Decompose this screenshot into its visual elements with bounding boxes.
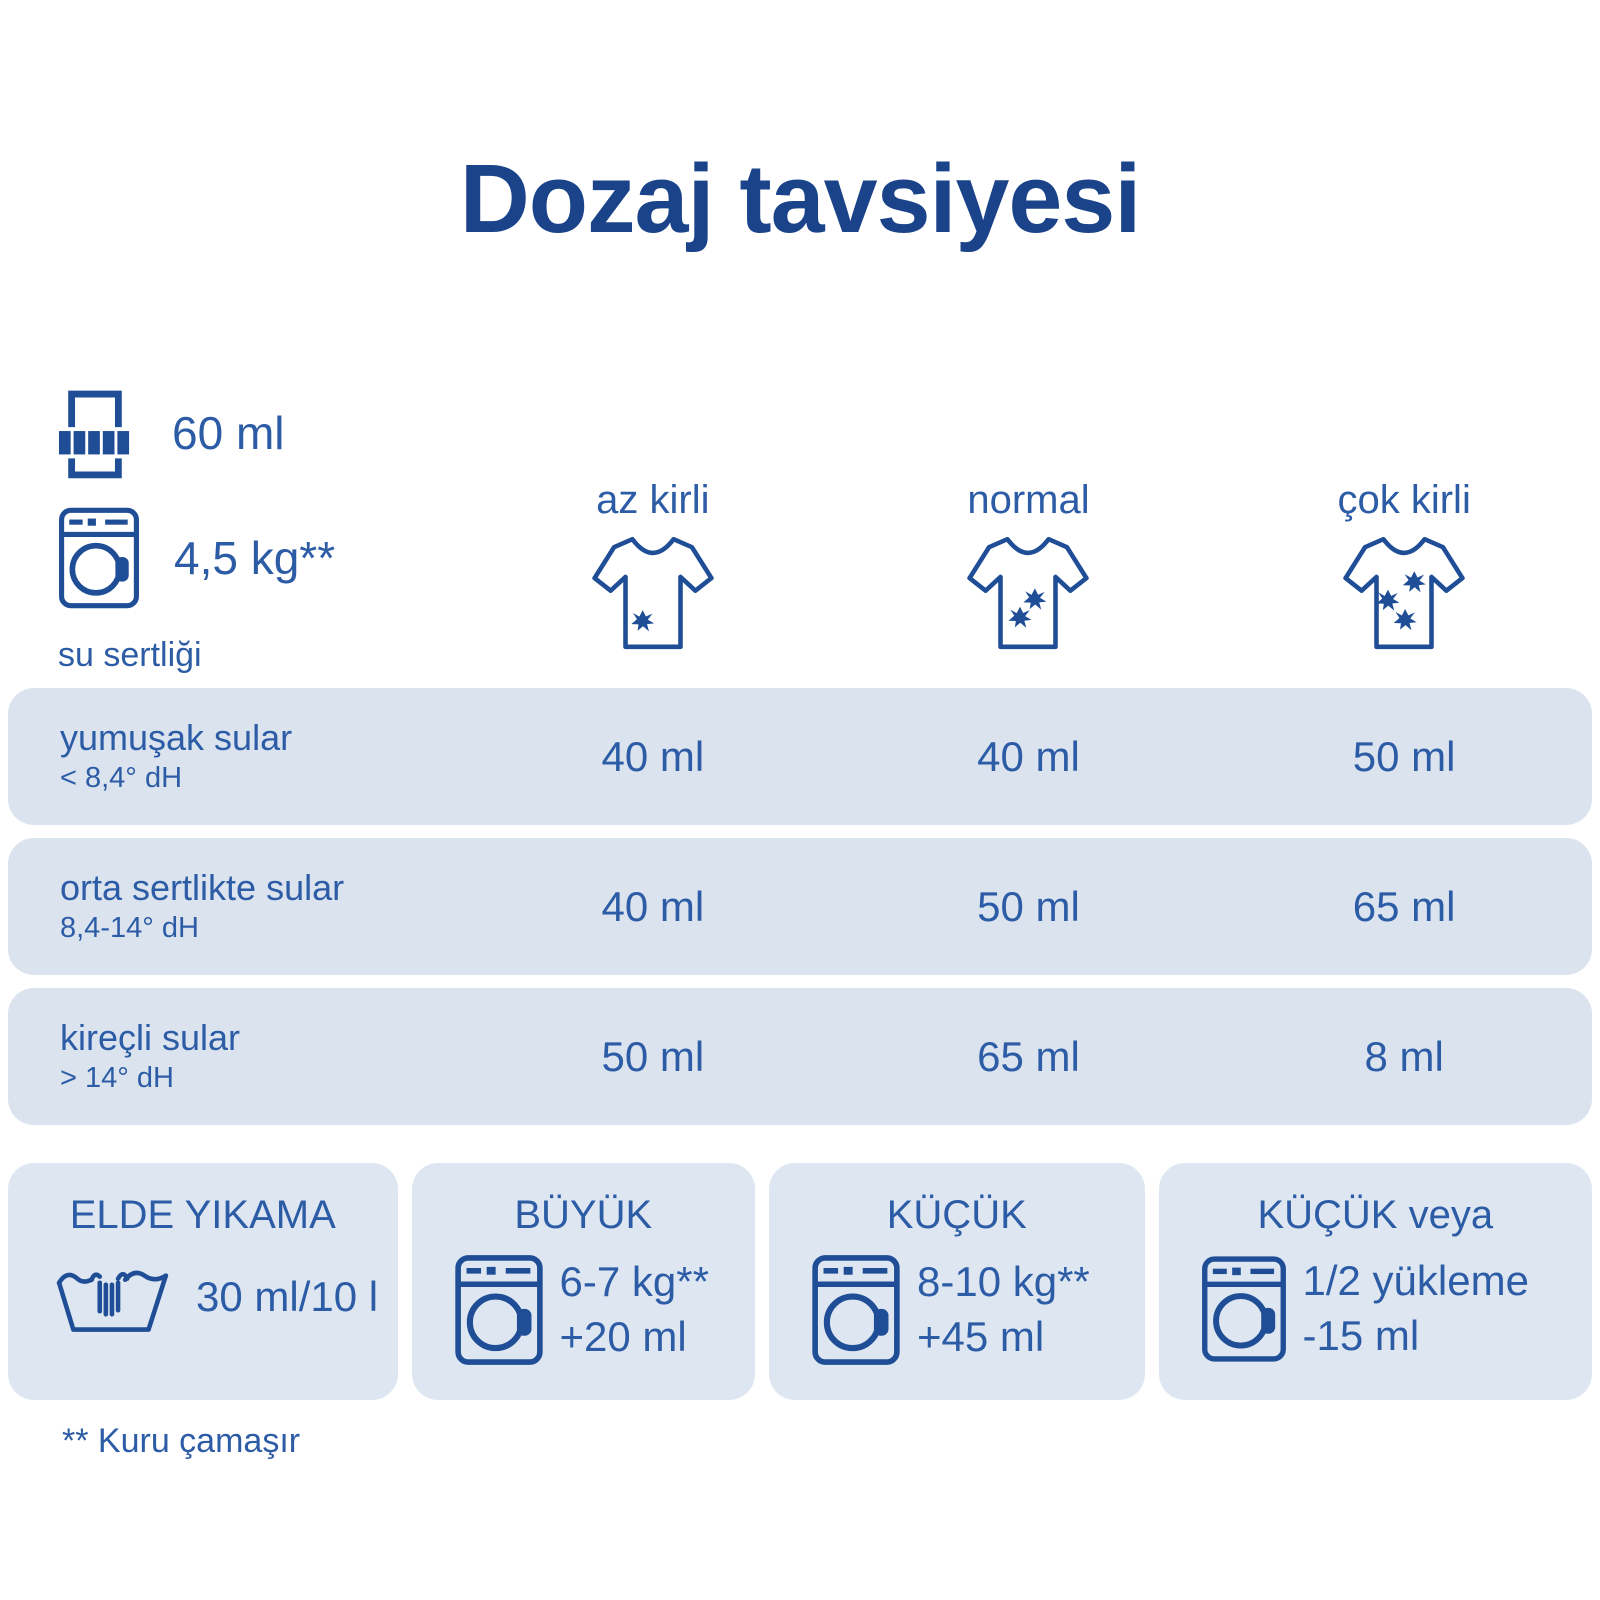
row-range: 8,4-14° dH bbox=[60, 912, 199, 945]
box-lines bbox=[917, 1255, 1090, 1364]
box-title: BÜYÜK bbox=[514, 1193, 653, 1237]
row-name: yumuşak sular bbox=[60, 716, 293, 758]
box-line: 30 ml/10 l bbox=[196, 1272, 379, 1320]
hand-wash-icon bbox=[54, 1254, 176, 1340]
dosage-value: 65 ml bbox=[1352, 882, 1456, 930]
box-content bbox=[412, 1238, 756, 1366]
dosage-value: 50 ml bbox=[601, 1032, 705, 1080]
box-title: ELDE YIKAMA bbox=[69, 1193, 336, 1237]
box-lines bbox=[560, 1255, 709, 1364]
hand-wash-box bbox=[8, 1163, 398, 1400]
box-lines bbox=[196, 1270, 378, 1325]
stain-icon bbox=[631, 610, 654, 631]
dosage-value: 65 ml bbox=[977, 1032, 1080, 1080]
header-spacer bbox=[8, 478, 465, 653]
tshirt-one-stain-icon bbox=[590, 533, 716, 653]
stain-icon bbox=[1394, 609, 1417, 630]
page-title: Dozaj tavsiyesi bbox=[459, 144, 1141, 253]
dosage-value: 40 ml bbox=[601, 882, 705, 930]
box-content bbox=[769, 1238, 1145, 1366]
column-normal bbox=[841, 478, 1217, 653]
row-label bbox=[8, 688, 465, 825]
box-line: -15 ml bbox=[1302, 1311, 1420, 1359]
stain-icon bbox=[1377, 590, 1400, 611]
dosage-table bbox=[8, 688, 1592, 1138]
box-line: 8-10 kg** bbox=[917, 1258, 1090, 1306]
row-name: orta sertlikte sular bbox=[60, 866, 345, 908]
column-heavily-soiled bbox=[1216, 478, 1592, 653]
stain-icon bbox=[1024, 588, 1047, 609]
box-content bbox=[1159, 1238, 1593, 1363]
table-row-hard-water bbox=[8, 988, 1592, 1125]
column-label: çok kirli bbox=[1337, 478, 1471, 522]
row-range: < 8,4° dH bbox=[60, 762, 183, 795]
column-label: normal bbox=[967, 478, 1090, 522]
row-label bbox=[8, 838, 465, 975]
tshirt-two-stains-icon bbox=[965, 533, 1091, 653]
dosage-value: 40 ml bbox=[977, 732, 1080, 780]
table-row-soft-water bbox=[8, 688, 1592, 825]
dosing-cup-icon bbox=[58, 386, 132, 480]
box-title: KÜÇÜK bbox=[886, 1193, 1027, 1237]
box-lines bbox=[1303, 1254, 1529, 1363]
box-line: 6-7 kg** bbox=[559, 1258, 709, 1306]
row-label bbox=[8, 988, 465, 1125]
stain-icon bbox=[1403, 571, 1426, 592]
washing-machine-icon bbox=[811, 1254, 901, 1366]
washing-machine-icon bbox=[1201, 1255, 1287, 1363]
washing-machine-icon bbox=[454, 1254, 544, 1366]
box-line: +20 ml bbox=[559, 1313, 687, 1360]
box-line: +45 ml bbox=[917, 1313, 1045, 1360]
dosage-value: 8 ml bbox=[1364, 1032, 1444, 1080]
box-line: 1/2 yükleme bbox=[1302, 1257, 1529, 1304]
special-cases-boxes bbox=[8, 1163, 1592, 1400]
dosing-cap-row bbox=[58, 386, 335, 480]
dosage-value: 40 ml bbox=[601, 732, 705, 780]
dosage-value: 50 ml bbox=[1352, 732, 1456, 780]
soil-level-header bbox=[8, 478, 1592, 653]
large-machine-box bbox=[412, 1163, 756, 1400]
table-row-medium-water bbox=[8, 838, 1592, 975]
column-lightly-soiled bbox=[465, 478, 841, 653]
box-content bbox=[8, 1238, 398, 1340]
dosage-value: 50 ml bbox=[977, 882, 1080, 930]
footnote: ** Kuru çamaşır bbox=[62, 1422, 301, 1460]
half-load-box bbox=[1159, 1163, 1593, 1400]
small-machine-box bbox=[769, 1163, 1145, 1400]
column-label: az kirli bbox=[596, 478, 710, 522]
stain-icon bbox=[1009, 607, 1032, 628]
box-title: KÜÇÜK veya bbox=[1257, 1193, 1494, 1237]
machine-capacity: 4,5 kg** bbox=[174, 532, 336, 584]
row-range: > 14° dH bbox=[60, 1062, 174, 1095]
dosing-cap-volume: 60 ml bbox=[172, 407, 285, 459]
tshirt-three-stains-icon bbox=[1341, 533, 1467, 653]
row-name: kireçli sular bbox=[60, 1016, 241, 1058]
water-hardness-label: su sertliği bbox=[58, 636, 202, 674]
